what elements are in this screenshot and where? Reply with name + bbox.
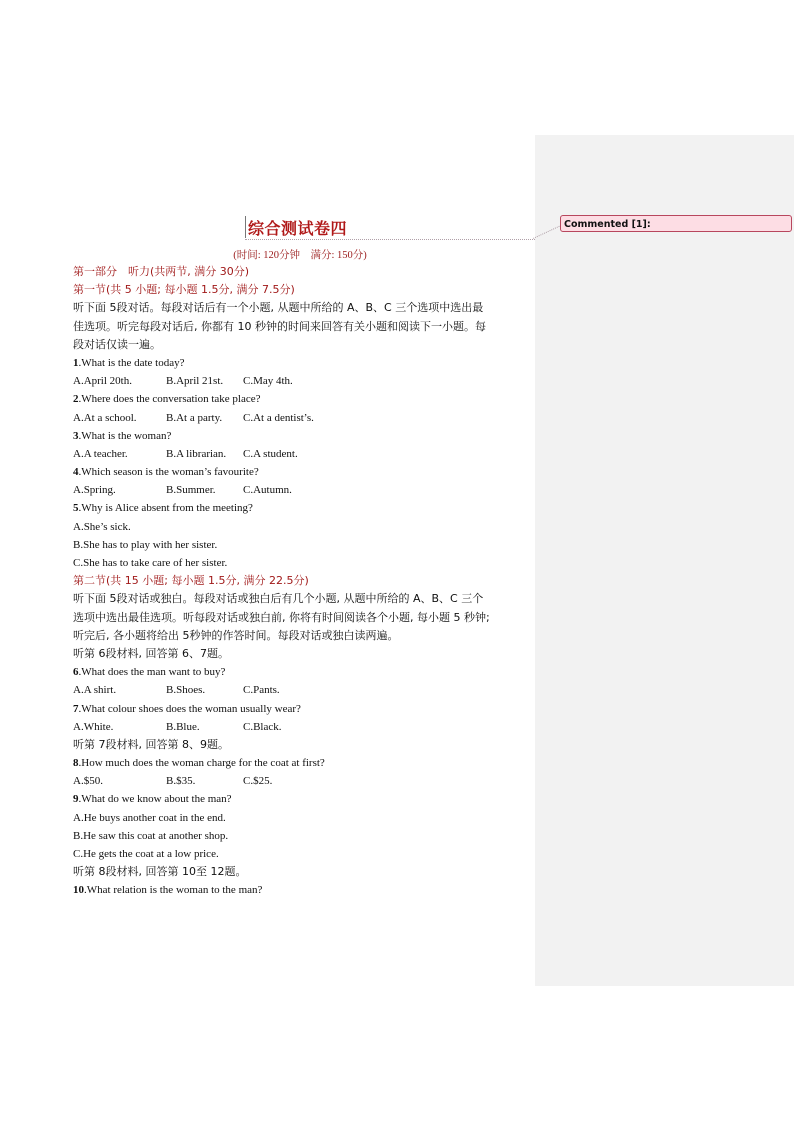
options-6	[73, 681, 528, 699]
option-c: C.A student.	[243, 447, 298, 460]
instructions-line: 选项中选出最佳选项。听每段对话或独白前, 你将有时间阅读各个小题, 每小题 5 秒钟;	[73, 610, 490, 624]
option-a: A.At a school.	[73, 411, 137, 424]
option-b: B.April 21st.	[166, 375, 224, 388]
options-8	[73, 772, 528, 790]
question-5: 5.Why is Alice absent from the meeting?	[73, 502, 253, 515]
option-c: C.Pants.	[243, 684, 280, 697]
option-a: A.White.	[73, 720, 114, 733]
option-a: A.$50.	[73, 775, 103, 788]
option-c: C.Black.	[243, 720, 282, 733]
option-c: C.At a dentist’s.	[243, 411, 314, 424]
instructions-line: 段对话仅读一遍。	[73, 337, 161, 351]
option-c: C.He gets the coat at a low price.	[73, 848, 219, 860]
option-b: B.He saw this coat at another shop.	[73, 829, 229, 842]
comment-anchor-line	[245, 239, 535, 240]
comment-margin-pane	[535, 135, 794, 986]
question-1: 1.What is the date today?	[73, 356, 185, 369]
question-2: 2.Where does the conversation take place?	[73, 393, 261, 406]
option-a: A.He buys another coat in the end.	[73, 811, 226, 824]
question-3: 3.What is the woman?	[73, 429, 172, 442]
part-heading: 第一部分 听力(共两节, 满分 30分)	[73, 265, 250, 278]
options-4	[73, 481, 528, 499]
option-b: B.Summer.	[166, 484, 216, 497]
question-6: 6.What does the man want to buy?	[73, 666, 226, 679]
question-8: 8.How much does the woman charge for the coat at first?	[73, 757, 325, 770]
document-body	[73, 263, 528, 900]
instructions-line: 听下面 5段对话。每段对话后有一个小题, 从题中所给的 A、B、C 三个选项中选出最	[73, 301, 484, 315]
section-heading: 第二节(共 15 小题; 每小题 1.5分, 满分 22.5分)	[73, 574, 309, 588]
option-b: B.She has to play with her sister.	[73, 538, 218, 551]
question-10: 10.What relation is the woman to the man?	[73, 884, 263, 897]
option-b: B.At a party.	[166, 411, 223, 424]
question-7: 7.What colour shoes does the woman usually wear?	[73, 702, 301, 715]
comment-balloon[interactable]	[560, 215, 792, 232]
document-title: 综合测试卷四	[248, 219, 348, 238]
listening-material-note: 听第 7段材料, 回答第 8、9题。	[73, 737, 229, 751]
option-b: B.Shoes.	[166, 684, 206, 697]
option-c: C.May 4th.	[243, 375, 293, 388]
options-2	[73, 409, 528, 427]
option-b: B.$35.	[166, 775, 196, 788]
question-9: 9.What do we know about the man?	[73, 793, 232, 806]
option-b: B.Blue.	[166, 720, 200, 733]
question-4: 4.Which season is the woman’s favourite?	[73, 466, 259, 479]
text-cursor	[245, 216, 246, 238]
section-heading: 第一节(共 5 小题; 每小题 1.5分, 满分 7.5分)	[73, 283, 295, 297]
option-a: A.Spring.	[73, 484, 116, 497]
option-c: C.$25.	[243, 775, 273, 788]
option-c: C.Autumn.	[243, 484, 292, 497]
options-3	[73, 445, 528, 463]
option-a: A.She’s sick.	[73, 520, 131, 533]
option-a: A.A teacher.	[73, 447, 128, 460]
comment-label: Commented [1]:	[564, 219, 651, 230]
instructions-line: 听完后, 各小题将给出 5秒钟的作答时间。每段对话或独白读两遍。	[73, 628, 399, 642]
instructions-line: 佳选项。听完每段对话后, 你都有 10 秒钟的时间来回答有关小题和阅读下一小题。每	[73, 319, 486, 333]
listening-material-note: 听第 6段材料, 回答第 6、7题。	[73, 646, 229, 660]
option-a: A.A shirt.	[73, 684, 117, 697]
option-b: B.A librarian.	[166, 447, 227, 460]
option-c: C.She has to take care of her sister.	[73, 557, 228, 569]
options-7	[73, 718, 528, 736]
options-1	[73, 372, 528, 390]
instructions-line: 听下面 5段对话或独白。每段对话或独白后有几个小题, 从题中所给的 A、B、C 三个	[73, 592, 484, 606]
exam-info: (时间: 120分钟 满分: 150分)	[233, 250, 367, 261]
listening-material-note: 听第 8段材料, 回答第 10至 12题。	[73, 865, 247, 879]
option-a: A.April 20th.	[73, 375, 132, 388]
